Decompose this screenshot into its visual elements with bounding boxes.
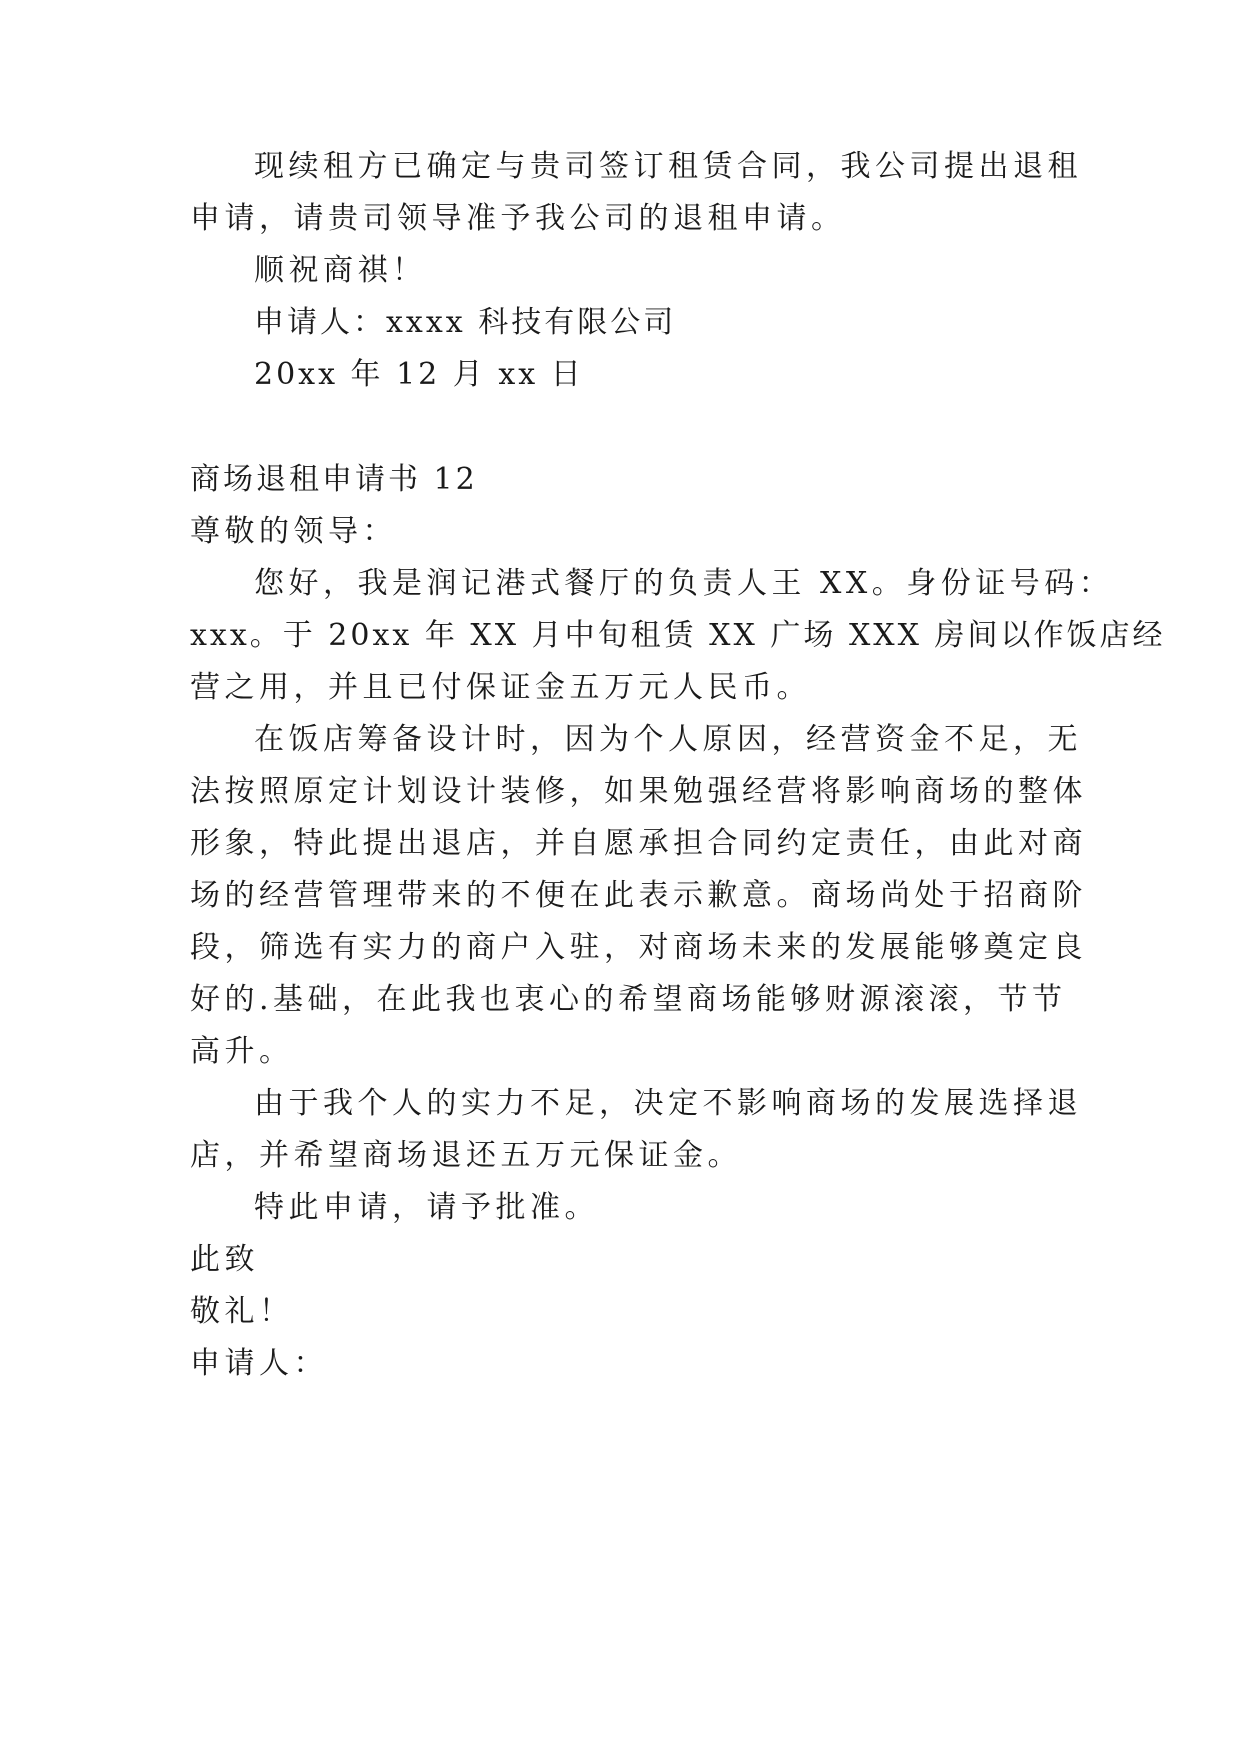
closing-line: 此致 bbox=[190, 1242, 259, 1277]
letter-title: 商场退租申请书 12 bbox=[190, 462, 478, 497]
paragraph-line: 您好，我是润记港式餐厅的负责人王 XX。身份证号码： bbox=[254, 566, 1114, 601]
paragraph-line: 高升。 bbox=[190, 1034, 294, 1069]
salutation: 尊敬的领导： bbox=[190, 514, 397, 549]
paragraph-line: 场的经营管理带来的不便在此表示歉意。商场尚处于招商阶 bbox=[190, 878, 1087, 913]
applicant-line: 申请人： bbox=[190, 1346, 328, 1381]
paragraph-line: 在饭店筹备设计时，因为个人原因，经营资金不足，无 bbox=[254, 722, 1082, 757]
applicant-line: 申请人：xxxx 科技有限公司 bbox=[254, 305, 677, 340]
paragraph-line: 段，筛选有实力的商户入驻，对商场未来的发展能够奠定良 bbox=[190, 930, 1087, 965]
paragraph-line: 店，并希望商场退还五万元保证金。 bbox=[190, 1138, 742, 1173]
paragraph-line: 由于我个人的实力不足，决定不影响商场的发展选择退 bbox=[254, 1086, 1082, 1121]
body-line: 现续租方已确定与贵司签订租赁合同，我公司提出退租 bbox=[254, 149, 1082, 184]
closing-line: 敬礼！ bbox=[190, 1294, 294, 1329]
body-line: 申请，请贵司领导准予我公司的退租申请。 bbox=[190, 201, 846, 236]
date-line: 20xx 年 12 月 xx 日 bbox=[254, 357, 584, 392]
closing-line: 顺祝商祺！ bbox=[254, 253, 427, 288]
paragraph-line: 好的.基础，在此我也衷心的希望商场能够财源滚滚，节节 bbox=[190, 982, 1067, 1017]
paragraph-line: xxx。于 20xx 年 XX 月中旬租赁 XX 广场 XXX 房间以作饭店经 bbox=[190, 618, 1166, 653]
request-line: 特此申请，请予批准。 bbox=[254, 1190, 599, 1225]
paragraph-line: 营之用，并且已付保证金五万元人民币。 bbox=[190, 670, 811, 705]
paragraph-line: 形象，特此提出退店，并自愿承担合同约定责任，由此对商 bbox=[190, 826, 1087, 861]
paragraph-line: 法按照原定计划设计装修，如果勉强经营将影响商场的整体 bbox=[190, 774, 1087, 809]
